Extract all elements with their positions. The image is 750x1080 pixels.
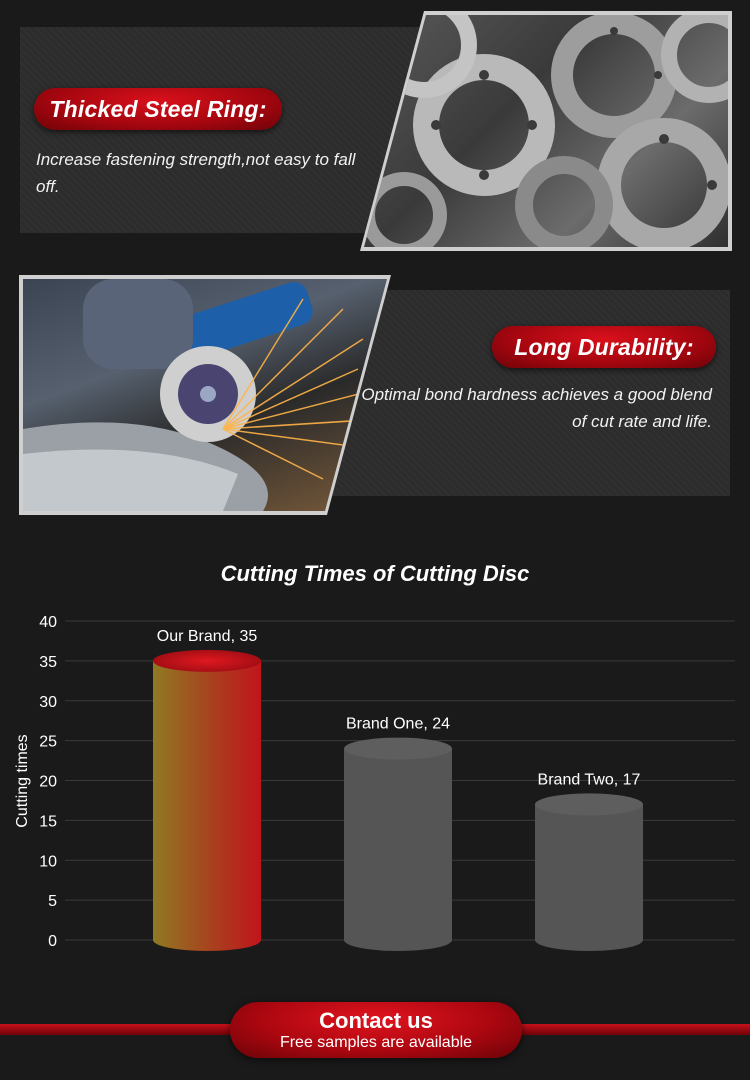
angle-grinder-photo [19,275,391,515]
bar-cap [535,793,643,815]
bar-chart [0,600,750,970]
feature-description: Optimal bond hardness achieves a good blend of cut rate and life. [361,385,712,431]
contact-subtitle: Free samples are available [279,1034,473,1051]
feature-title-pill: Thicked Steel Ring: [34,88,282,130]
y-tick-label: 35 [39,653,57,671]
y-tick-label: 10 [39,853,57,871]
contact-us-button[interactable] [230,1002,522,1058]
y-axis-label: Cutting times [14,734,31,828]
y-tick-label: 0 [48,933,57,950]
contact-title: Contact us [319,1008,433,1033]
bar [153,661,261,951]
bar-cap [344,738,452,760]
y-tick-label: 20 [39,773,57,791]
y-tick-label: 30 [39,693,57,711]
y-tick-label: 40 [39,614,57,631]
bar-data-label: Brand One, 24 [345,715,451,733]
y-tick-label: 25 [39,733,57,751]
y-tick-label: 5 [48,893,57,911]
bar [344,749,452,951]
steel-rings-illustration [364,15,728,247]
bar [535,804,643,951]
bar-data-label: Brand Two, 17 [537,771,641,789]
y-tick-label: 15 [39,813,57,831]
steel-rings-photo [360,11,732,251]
feature-title-pill: Long Durability: [492,326,716,368]
bar-cap [153,650,261,672]
bar-data-label: Our Brand, 35 [156,627,258,645]
chart-title: Cutting Times of Cutting Disc [220,561,530,586]
feature-description: Increase fastening strength,not easy to fall off. [36,150,356,196]
angle-grinder-illustration [23,279,387,511]
